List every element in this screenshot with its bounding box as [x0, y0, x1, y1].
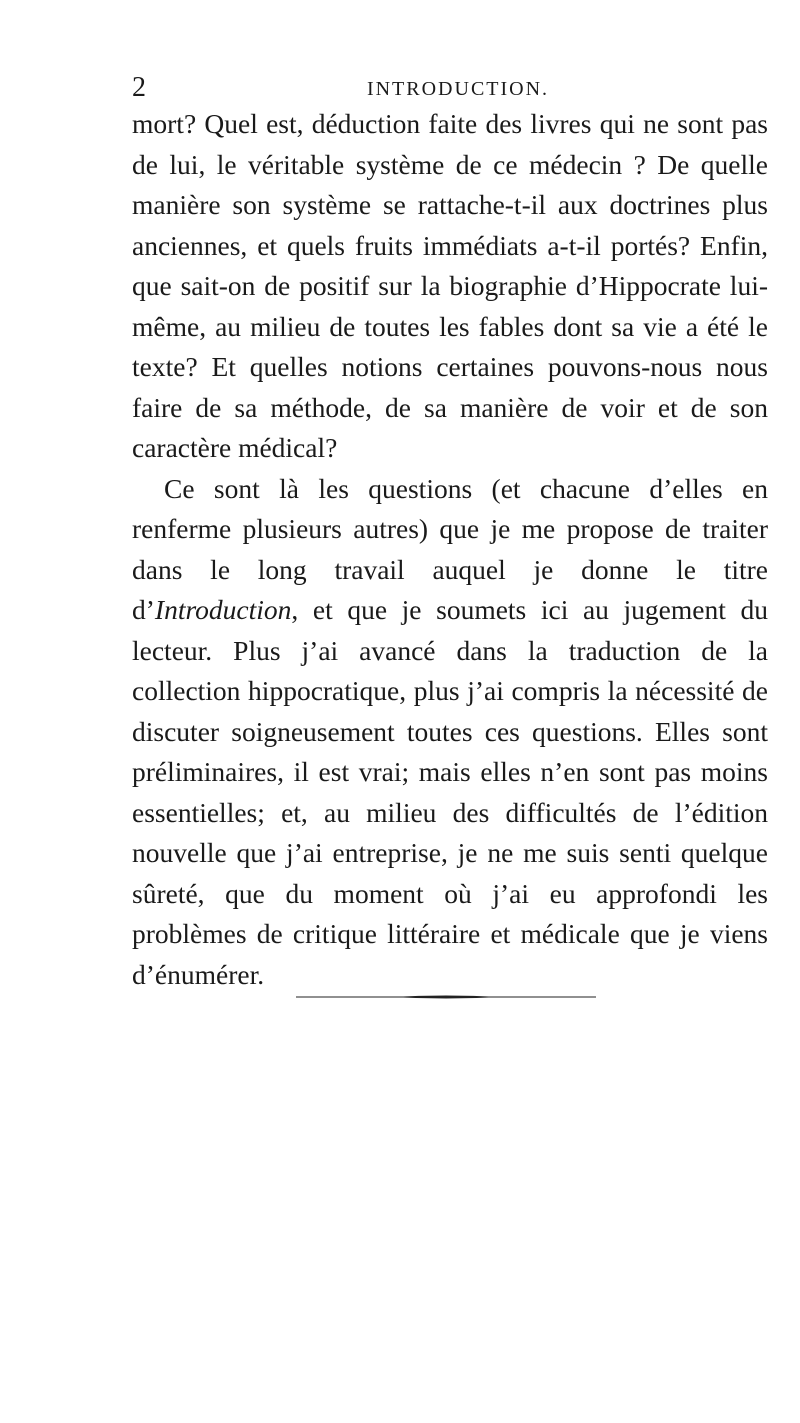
- paragraph-2-part-2: , et que je soumets ici au jugement du lecteur. Plus j’ai avancé dans la traduction de la collection hippocratique, plus j’ai compris la nécessité de discuter soigneusement toutes ces questions. Elles sont préliminaires, il est vrai; mais elles n’en sont pas moins essentielles; et, au milieu des difficultés de l’édition nouvelle que j’ai entreprise, je ne me suis senti quelque sûreté, que du moment où j’ai eu approfondi les problèmes de critique littéraire et médicale que je viens d’énumérer.: [132, 594, 768, 990]
- body-text: [132, 104, 768, 995]
- running-head-title: INTRODUCTION.: [366, 78, 550, 100]
- paragraph-2: [132, 469, 768, 996]
- paragraph-2-italic-title: Introduction: [154, 594, 292, 625]
- paragraph-2-part-1: Ce sont là les questions (et chacune d’elles en renferme plusieurs autres) que je me propose de traiter dans le long travail auquel je donne le titre d’: [132, 472, 768, 625]
- page-number: 2: [132, 72, 146, 103]
- paragraph-1: mort? Quel est, déduction faite des livres qui ne sont pas de lui, le véritable système de ce médecin ? De quelle manière son système se rattache-t-il aux doctrines plus anciennes, et quels fruits immédiats a-t-il portés? Enfin, que sait-on de positif sur la biographie d’Hippocrate lui-même, au milieu de toutes les fables dont sa vie a été le texte? Et quelles notions certaines pouvons-nous nous faire de sa méthode, de sa manière de voir et de son caractère médical?: [132, 108, 768, 463]
- running-head: [132, 70, 768, 106]
- end-ornament-rule: [296, 994, 596, 1000]
